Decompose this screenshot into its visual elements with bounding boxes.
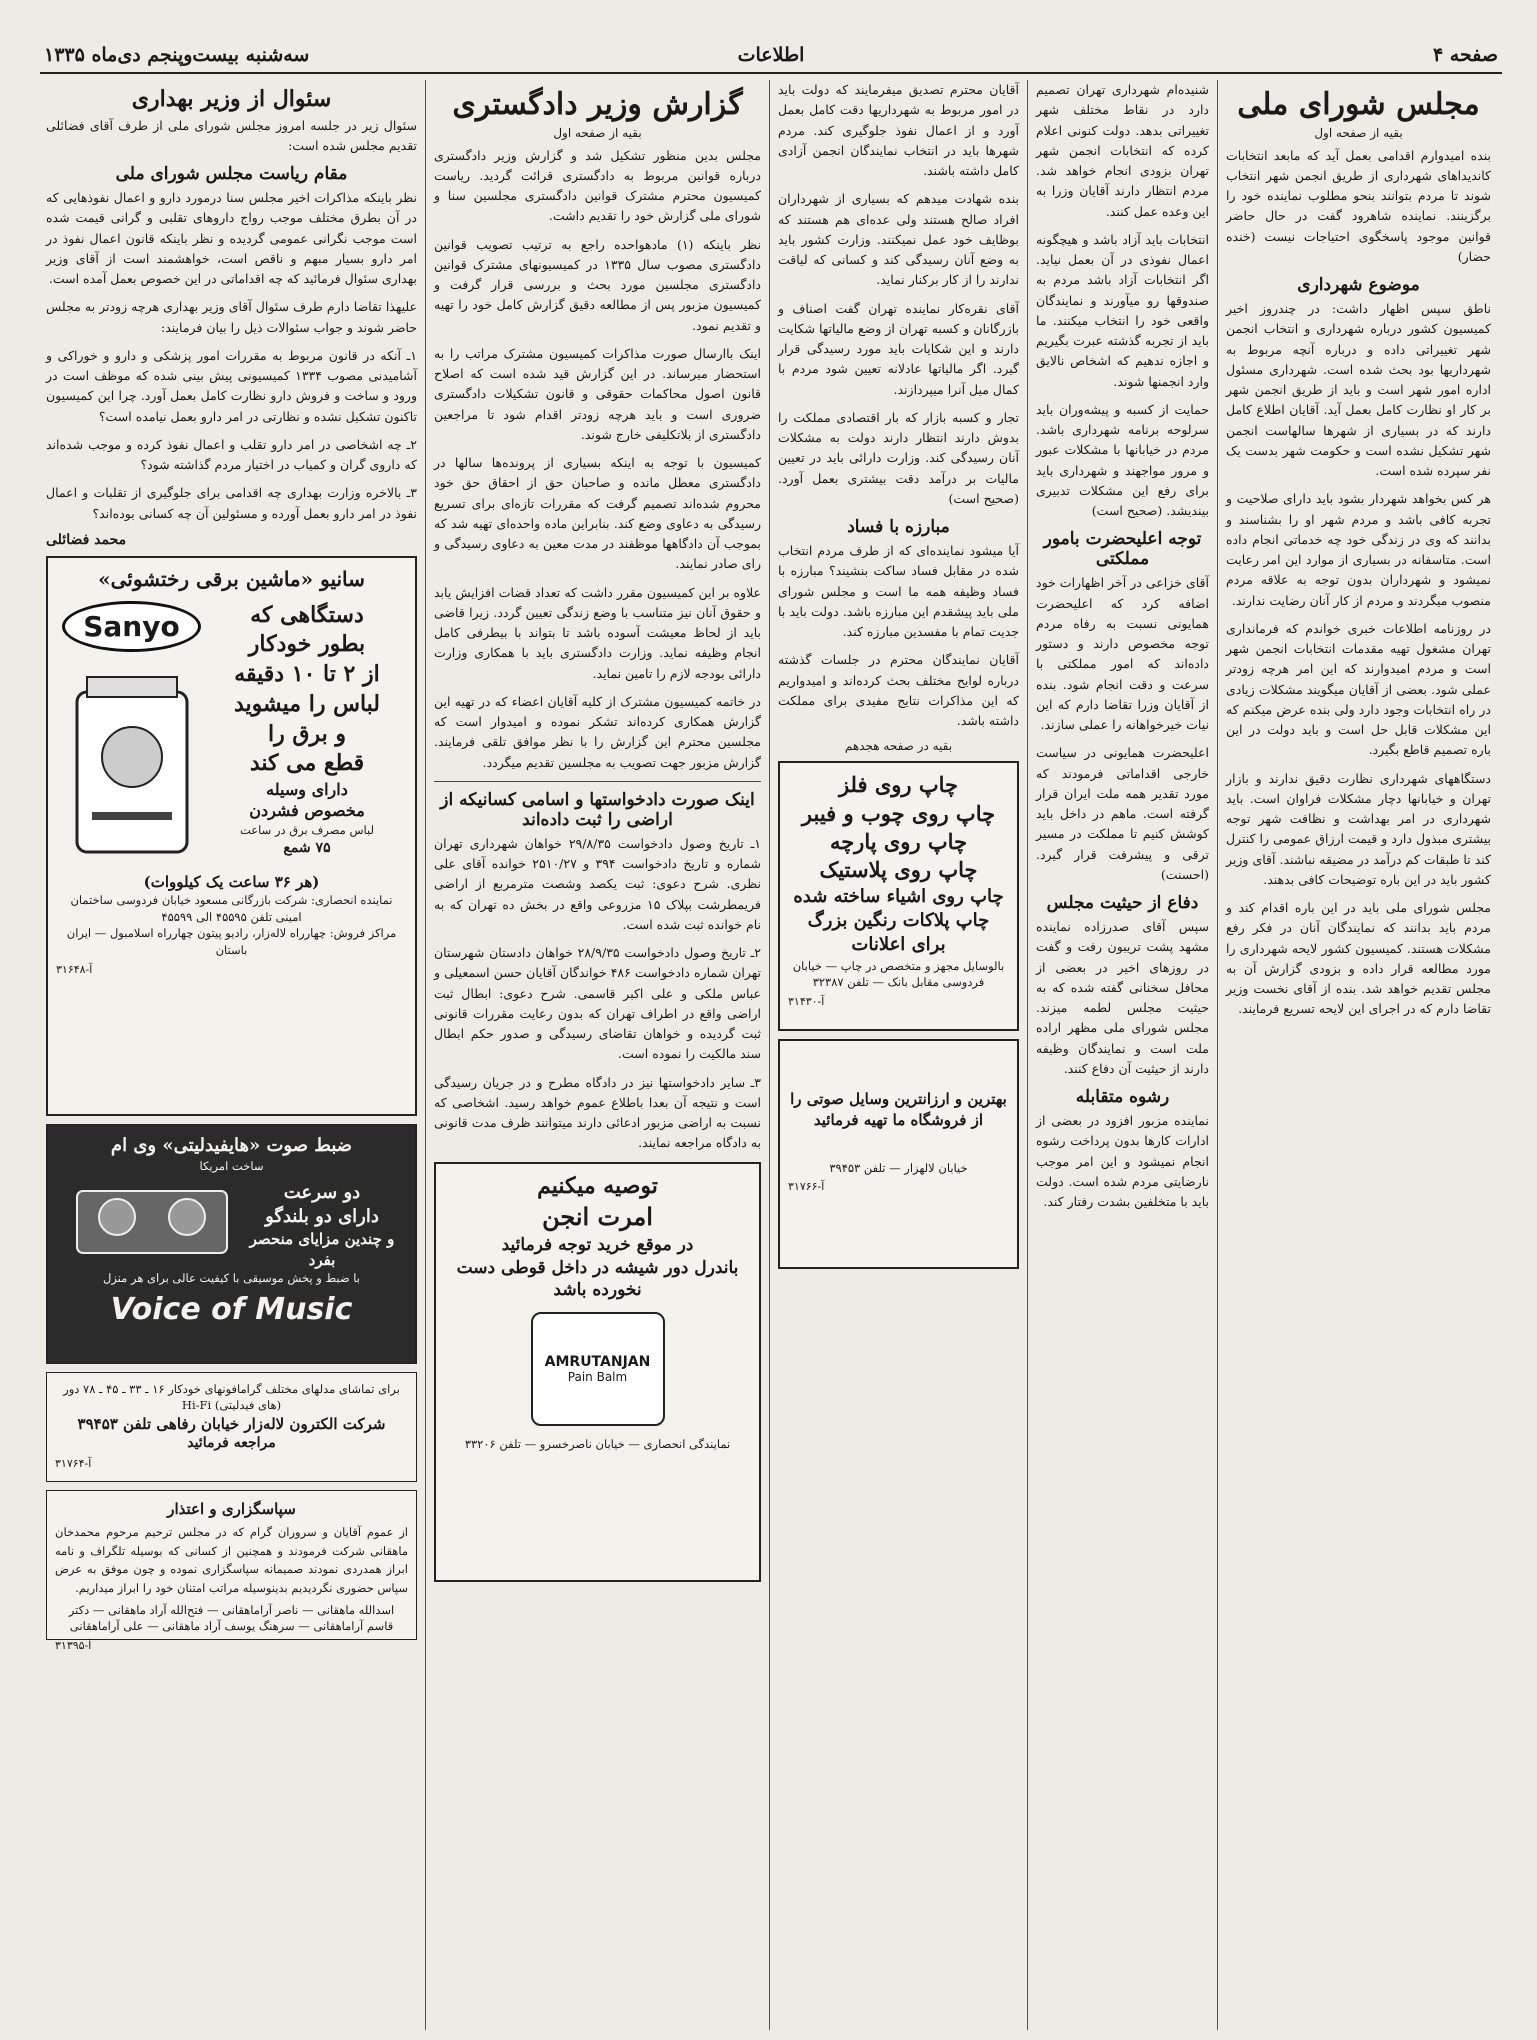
ad-code: آ-۳۱۴۳۰ (788, 994, 825, 1008)
ad-sanyo-line: و برق را (267, 720, 346, 747)
balm-jar-image (531, 1312, 665, 1426)
ad-sanyo-line: بطور خودکار (248, 631, 366, 658)
continued-note: بقیه از صفحه اول (553, 125, 642, 140)
article-paragraph: شنیده‌ام شهرداری تهران تصمیم دارد در نقاط مختلف شهر تغییراتی بدهد. دولت کنونی اعلام کرده که انتخابات انجمن شهر تهران بزودی انجام خواهد شد. مردم انتظار دارند آقایان وزرا به این وعده عمل کنند. (1036, 82, 1209, 219)
ad-vom-title: ضبط صوت «هایفیدلیتی» وی ام (110, 1134, 353, 1156)
article-paragraph: ۱ـ تاریخ وصول دادخواست ۲۹/۸/۳۵ خواهان شهرداری تهران شماره و تاریخ دادخواست ۳۹۴ و ۲۵۱۰/۲۷ خوانده آقای علی نظری. شرح دعوی: ثبت یکصد وشصت مترمربع از اراضی فریمطرشت بپلاک ۱۵ مزروعی واقع در بخش ده تهران که به نام خوانده ثبت شده است. (434, 835, 761, 932)
ad-vom-made: ساخت امریکا (199, 1159, 264, 1174)
ad-electron-line: برای تماشای مدلهای مختلف گرامافونهای خودکار ۱۶ ـ ۳۳ ـ ۴۵ ـ ۷۸ دور (های فیدلیتی) Hi-Fi (63, 1381, 400, 1413)
ad-sanyo-line: دارای وسیله (266, 779, 348, 799)
article-paragraph: ۳ـ بالاخره وزارت بهداری چه اقدامی برای جلوگیری از تقلبات و اعمال نفوذ در امر دارو بعمل آورده و مسئولین آن چه کسانی بوده‌اند؟ (46, 485, 417, 521)
column-majlis-cont (1027, 80, 1217, 2030)
ad-amr-agent: نمایندگی انحصاری — خیابان ناصرخسرو — تلفن ۳۳۲۰۶ (464, 1437, 731, 1452)
article-paragraph: مجلس بدین منظور تشکیل شد و گزارش وزیر دادگستری درباره قوانین مربوط به دادگستری قرائت گردید. ریاست کمیسیون محترم مشترک قوانین دادگستری مجلسین سنا و شورای ملی گزارش خود را تقدیم داشت. (434, 147, 761, 224)
ad-vom-line: دارای دو بلندگو (265, 1206, 379, 1228)
ad-amr-line: توصیه میکنیم (537, 1172, 658, 1199)
article-paragraph: اینک باارسال صورت مذاکرات کمیسیون مشترک مراتب را به استحضار میرساند. در این گزارش قید شده است که اصلاح قانون اصول محاکمات حقوقی و قانون تشکیلات دادگستری ضروری است و باید هرچه زودتر اقدام شود تا مراجعین دادگستری از بلاتکلیفی خارج شوند. (434, 345, 761, 442)
article-paragraph: هر کس بخواهد شهردار بشود باید دارای صلاحیت و تجربه کافی باشد و مردم شهر او را بشناسند و بدانند که وی در زندگی خود چه خدماتی انجام داده است. متاسفانه در بسیاری از موارد این امر رعایت نمیشود و شهرداران بدون توجه به علاقه مردم منصوب میگردند و مردم از کار آنان رضایت ندارند. (1226, 491, 1491, 608)
ad-sanyo-title: سانیو «ماشین برقی رختشوئی» (98, 566, 365, 591)
ad-sanyo-line: لباس مصرف برق در ساعت (240, 823, 374, 838)
ad-shop-contact: خیابان لالهزار — تلفن ۳۹۴۵۳ (829, 1160, 968, 1175)
headline-health: سئوال از وزیر بهداری (131, 86, 332, 112)
article-paragraph: در خاتمه کمیسیون مشترک از کلیه آقایان اعضاء که در تهیه این گزارش همکاری کرده‌اند تشکر نموده و امیدوار است که مجلسین محترم این گزارش را با نظر موافق تلقی فرمایند. گزارش مزبور جهت تصویب به مجلسین تقدیم میگردد. (434, 693, 761, 770)
ad-code: آ-۳۱۳۹۵ (55, 1638, 92, 1652)
article-paragraph: آقای نقره‌کار نماینده تهران گفت اصناف و بازرگانان و کسبه تهران از وضع مالیاتها شکایت دارند و این شکایات باید مورد رسیدگی قرار گیرد. اگر مالیاتها عادلانه تعیین شود مردم با کمال میل آنرا میپردازند. (778, 300, 1019, 397)
continued-note: بقیه از صفحه اول (1314, 125, 1403, 140)
ad-print-line: برای اعلانات (851, 934, 946, 956)
ad-sanyo-line: ۷۵ شمع (283, 839, 331, 856)
headline-justice: گزارش وزیر دادگستری (452, 87, 743, 122)
article-paragraph: اعلیحضرت همایونی در سیاست خارجی اقداماتی فرمودند که مورد تقدیر همه ملت ایران قرار گرفته است. ماهم در داخل باید کوشش کنیم تا مملکت در مسیر ترقی و پیشرفت قرار گیرد. (احسنت) (1036, 745, 1209, 882)
article-paragraph: آقای خزاعی در آخر اظهارات خود اضافه کرد که اعلیحضرت همایونی نسبت به رفاه مردم توجه مخصوص دارند و دستور داده‌اند که امور مملکتی با سرعت و دقت انجام شود. بنده از آقایان وزرا تقاضا دارم که این نیات خیرخواهانه را عملی سازند. (1036, 575, 1209, 732)
section-title: مقام ریاست مجلس شورای ملی (115, 164, 348, 184)
article-paragraph: حمایت از کسبه و پیشه‌وران باید سرلوحه برنامه شهرداری باشد. مردم در خیابانها با مشکلات عبور و مرور مواجهند و شهرداری باید برای رفع این مشکلات تدبیری بیندیشد. (صحیح است) (1036, 401, 1209, 518)
ad-print-line: چاپ روی پلاستیک (819, 857, 978, 883)
divider (434, 781, 761, 782)
ad-sanyo-capacity: (هر ۳۶ ساعت یک کیلووات) (143, 872, 320, 891)
ad-electron-line: شرکت الکترون لاله‌زار خیابان رفاهی تلفن ۳۹۴۵۳ (77, 1415, 386, 1434)
tape-recorder-image (67, 1181, 237, 1261)
ad-amr-brand: امرت انجن (542, 1202, 653, 1232)
article-paragraph: در روزنامه اطلاعات خبری خواندم که فرمانداری تهران مشغول تهیه مقدمات انتخابات انجمن شهر است و مردم امیدوارند که این امر هرچه زودتر عملی شود. بعضی از آقایان میگویند مشکلات زیادی در راه انتخابات وجود دارد ولی بنده عرض میکنم که این مشکلات قابل حل است و باید دولت در این باره تصمیم قاطع بگیرد. (1226, 620, 1491, 758)
ad-code: آ-۳۱۶۴۸ (56, 962, 93, 976)
issue-date: سه‌شنبه بیست‌وپنجم دی‌ماه ۱۳۳۵ (44, 44, 310, 66)
jar-sub: Pain Balm (567, 1370, 628, 1385)
ad-shop (778, 1039, 1019, 1269)
article-paragraph: مجلس شورای ملی باید در این باره اقدام کند و مردم باید بدانند که نمایندگان آنان در فکر رفع مشکلات هستند. کمیسیون کشور لایحه شهرداری را مورد مطالعه قرار داده و بزودی گزارش آن به مجلس تقدیم خواهد شد. بنده از آقای نخست وزیر تقاضا دارم که در اجرای این لایحه تسریع فرمایند. (1226, 900, 1491, 1017)
column-majlis (1217, 80, 1499, 2030)
column-justice-report (425, 80, 769, 2030)
ad-thanks-text: از عموم آقایان و سروران گرام که در مجلس ترحیم مرحوم محمدخان ماهقانی شرکت فرمودند و همچنین از کسانی که بوسیله تلگراف و نامه ابراز همدردی نمودند صمیمانه سپاسگزاری نموده و چون موفق به عرض سپاس حضوری نگردیدیم بدینوسیله مراتب امتنان خود را ابراز میداریم. (55, 1525, 408, 1595)
ad-code: آ-۳۱۷۶۴ (55, 1457, 92, 1471)
column-health-question (38, 80, 425, 2030)
voice-of-music-logo: Voice of Music (110, 1292, 353, 1328)
page-number: صفحه ۴ (1432, 44, 1498, 66)
ad-print-line: چاپ روی چوب و فیبر (801, 800, 996, 826)
section-title: اینک صورت دادخواستها و اسامی کسانیکه از اراضی را ثبت داده‌اند (440, 789, 755, 830)
ad-sanyo-line: قطع می کند (249, 750, 365, 777)
article-paragraph: نظر باینکه مذاکرات اخیر مجلس سنا درمورد دارو و اعمال نفوذهایی که در آن بطرق مختلف موجب رواج داروهای تقلبی و گرانی قیمت شده است موجب نگرانی عمومی گردیده و نظر باینکه قانون اعمال نفوذ در امر دارو بسیار مبهم و ناقص است، خواهشمند است از آقای وزیر بهداری سئوال فرمائید که چه اقداماتی در این خصوص بعمل آمده است. (46, 190, 417, 286)
ad-print-line: چاپ روی اشیاء ساخته شده (793, 885, 1004, 907)
ad-sanyo-agent: نماینده انحصاری: شرکت بازرگانی مسعود خیابان فردوسی ساختمان امینی تلفن ۴۵۵۹۵ الی ۴۵۵۹۹ (70, 893, 393, 924)
ad-sanyo (46, 556, 417, 1116)
ad-vom-line: با ضبط و پخش موسیقی با کیفیت عالی برای هر منزل (102, 1270, 361, 1285)
ad-code: آ-۳۱۷۶۶ (788, 1180, 825, 1194)
article-paragraph: نظر باینکه (۱) مادهواحده راجع به ترتیب تصویب قوانین دادگستری مصوب سال ۱۳۳۵ در کمیسیونهای مشترک قوانین دادگستری مجلسین مورد بحث و بررسی قرار گرفت و کمیسیون مزبور پس از مطالعه دقیق گزارش کامل خود را تهیه و تقدیم نمود. (434, 236, 761, 333)
article-paragraph: ۳ـ سایر دادخواستها نیز در دادگاه مطرح و در جریان رسیدگی است و نتیجه آن بعدا باطلاع عموم خواهد رسید. اشخاصی که نسبت به اراضی مزبور ادعائی دارند میتوانند ظرف مدت قانونی به دادگاه مراجعه نمایند. (434, 1074, 761, 1151)
article-paragraph: ناطق سپس اظهار داشت: در چندروز اخیر کمیسیون کشور درباره شهرداری و انتخاب انجمن شهر تغییراتی داده و درباره آنچه مربوط به شهرداریها بود بحث شده است. شهرداری مسئول اداره امور شهر است و باید از طریق انجمن شهر بر کار او نظارت کامل بعمل آید. آقایان اطلاع کامل دارند که در بسیاری از شهرها سالهاست انجمن شهر تشکیل نشده است و حکومت شهر بدست یک نفر سپرده شده است. (1226, 301, 1491, 478)
section-title: مبارزه با فساد (847, 517, 950, 537)
ad-thanks (46, 1490, 417, 1652)
article-paragraph: علاوه بر این کمیسیون مقرر داشت که تعداد قضات افزایش یابد و حقوق آنان نیز متناسب با وضع زندگی تعیین گردد. زیرا قاضی باید از لحاظ معیشت آسوده باشد تا بتواند با بیطرفی کامل انجام وظیفه نماید. وزارت دادگستری باید با همکاری وزارت دارائی بودجه لازم را تامین نماید. (434, 584, 761, 681)
article-paragraph: نماینده مزبور افزود در بعضی از ادارات کارها بدون پرداخت رشوه انجام نمیشود و این امر موجب نارضایتی مردم شده است. دولت باید با متخلفین بشدت رفتار کند. (1036, 1113, 1209, 1209)
ad-electron-line: مراجعه فرمائید (187, 1435, 276, 1452)
ad-shop-text: بهترین و ارزانترین وسایل صوتی را از فروشگاه ما تهیه فرمائید (790, 1090, 1007, 1129)
article-paragraph: ۱ـ آنکه در قانون مربوط به مقررات امور پزشکی و دارو و خوراکی و آشامیدنی مصوب ۱۳۳۴ کمیسیونی پیش بینی شده که موظف است در ورود و ساخت و فروش دارو نظارت کامل بعمل آورد. چرا این کمیسیون تاکنون تشکیل نشده و نظارتی در امر دارو بعمل نیامده است؟ (46, 347, 418, 424)
continued-note: بقیه در صفحه هجدهم (844, 739, 953, 754)
ad-voice-of-music (46, 1124, 417, 1364)
ad-sanyo-stores: مراکز فروش: چهارراه لاله‌زار، رادیو پیتون چهارراه اسلامبول — ایران باستان (66, 926, 397, 958)
section-title: توجه اعلیحضرت بامور مملکتی (1043, 529, 1202, 570)
article-paragraph: سئوال زیر در جلسه امروز مجلس شورای ملی از طرف آقای فضائلی تقدیم مجلس شده است: (46, 117, 417, 153)
ad-amr-line: باندرل دور شیشه در داخل قوطی دست نخورده باشد (456, 1257, 739, 1301)
ad-printing (778, 761, 1019, 1031)
article-paragraph: بنده شهادت میدهم که بسیاری از شهرداران افراد صالح هستند ولی عده‌ای هم هستند که بوظایف خود عمل نمیکنند. وزارت کشور باید به وضع آنان رسیدگی کند و کسانی که لیاقت ندارند را از کار برکنار نماید. (778, 191, 1019, 288)
article-paragraph: ۲ـ چه اشخاصی در امر دارو تقلب و اعمال نفوذ کرده و موجب شده‌اند که داروی گران و کمیاب در اختیار مردم گذاشته شود؟ (46, 436, 417, 472)
ad-vom-line: دو سرعت (283, 1181, 361, 1203)
article-paragraph: سپس آقای صدرزاده نماینده مشهد پشت تریبون رفت و گفت در روزهای اخیر در بعضی از محافل سخنانی گفته شده که به حیثیت مجلس لطمه میزند. مجلس شورای ملی مظهر اراده ملت است و نمایندگان وظیفه دارند از حیثیت آن دفاع کنند. (1036, 919, 1209, 1076)
headline-majlis: مجلس شورای ملی (1237, 87, 1480, 122)
ad-sanyo-line: مخصوص فشردن (249, 801, 365, 821)
ad-amr-line: در موقع خرید توجه فرمائید (501, 1234, 694, 1255)
ad-thanks-title: سپاسگزاری و اعتذار (167, 1499, 296, 1518)
article-paragraph: انتخابات باید آزاد باشد و هیچگونه اعمال نفوذی در آن بعمل نیاید. اگر انتخابات آزاد باشد مردم به صندوقها رو میآورند و نمایندگان واقعی خود را انتخاب میکنند. ما باید از تجربه گذشته عبرت بگیریم و اجازه ندهیم که اشخاص نالایق وارد انجمنها شوند. (1036, 231, 1209, 389)
signature: محمد فضائلی (46, 531, 127, 548)
sanyo-logo: Sanyo (62, 601, 200, 652)
newspaper-name: اطلاعات (737, 44, 805, 66)
ad-print-line: چاپ روی فلز (838, 772, 959, 798)
ad-print-line: چاپ روی پارچه (829, 828, 968, 854)
ad-thanks-names: اسدالله ماهقانی — ناصر آراماهقانی — فتح‌الله آراد ماهقانی — دکتر قاسم آراماهقانی — سرهنگ یوسف آراد ماهقانی — علی آراماهقانی (68, 1602, 395, 1634)
article-paragraph: بنده امیدوارم اقدامی بعمل آید که مابعد انتخابات کاندیداهای شهرداری از طریق انجمن شهر انتخاب شوند تا مردم بتوانند بنحو مطلوب نماینده خود را برگزینند. نماینده شاهرود گفت در حال حاضر قوانین موجود پاسخگوی احتیاجات نیست (خنده حضار) (1226, 147, 1491, 264)
article-paragraph: علیهذا تقاضا دارم طرف سئوال آقای وزیر بهداری هرچه زودتر به مجلس حاضر شوند و جواب سئوالات ذیل را بیان فرمایند: (46, 299, 417, 335)
column-majlis-cont-2 (769, 80, 1027, 2030)
washing-machine-image (57, 662, 207, 862)
ad-sanyo-line: دستگاهی که (250, 601, 364, 628)
article-paragraph: آیا میشود نماینده‌ای که از طرف مردم انتخاب شده در مقابل فساد ساکت بنشیند؟ مبارزه با فساد وظیفه همه ما است و مجلس شورای ملی باید پیشقدم این مبارزه باشد. دولت باید با جدیت تمام با مفسدین مبارزه کند. (778, 543, 1019, 639)
article-paragraph: تجار و کسبه بازار که بار اقتصادی مملکت را بدوش دارند انتظار دارند دولت به مشکلات آنان رسیدگی کند. وزارت دارائی باید در تعیین مالیات بر درآمد دقت بیشتری بعمل آورد. (صحیح است) (778, 409, 1019, 506)
jar-label: AMRUTANJAN (544, 1354, 651, 1371)
article-paragraph: آقایان محترم تصدیق میفرمایند که دولت باید در امور مربوط به شهرداریها دقت کامل بعمل آورد و از اعمال نفوذ جلوگیری کند. مردم شهرها باید در انتخاب نمایندگان انجمن آزادی کامل داشته باشند. (778, 82, 1019, 178)
page-header (40, 42, 1502, 74)
section-title: دفاع از حیثیت مجلس (1046, 893, 1199, 913)
ad-print-line: چاپ پلاکات رنگین بزرگ (807, 909, 990, 931)
article-paragraph: دستگاههای شهرداری نظارت دقیق ندارند و بازار تهران و خیابانها دچار مشکلات فراوان است. باید شهرداری در امر بهداشت و نظافت شهر توجه بیشتری مبذول دارد و قیمت ارزاق عمومی را کنترل کند تا طبقات کم درآمد در مضیقه نباشند. آقای وزیر کشور باید در این باره توضیحات کافی بدهند. (1226, 770, 1491, 887)
ad-vom-line: و چندین مزایای منحصر بفرد (249, 1230, 395, 1269)
article-paragraph: کمیسیون با توجه به اینکه بسیاری از پرونده‌ها سالها در دادگستری معطل مانده و صاحبان حق از احقاق حق خود محروم شده‌اند تصمیم گرفت که مقررات تازه‌ای برای تسریع رسیدگی به دعاوی وضع کند. بنابراین ماده واحده‌ای تهیه شد که بموجب آن دادگاهها موظفند در مدت معین به دعاوی رسیدگی و رای صادر نمایند. (434, 455, 761, 572)
ad-electron (46, 1372, 417, 1482)
section-title: موضوع شهرداری (1297, 275, 1420, 295)
ad-sanyo-line: از ۲ تا ۱۰ دقیقه (234, 661, 380, 688)
article-paragraph: آقایان نمایندگان محترم در جلسات گذشته درباره لوایح مختلف بحث کرده‌اند و امیدواریم که این مذاکرات نتایج مفیدی برای مملکت داشته باشد. (778, 652, 1019, 728)
ad-sanyo-line: لباس را میشوید (233, 690, 381, 717)
article-paragraph: ۲ـ تاریخ وصول دادخواست ۲۸/۹/۳۵ خواهان دادستان شهرستان تهران شماره دادخواست ۴۸۶ خواندگان آقایان حسن اسمعیلی و عباس ملکی و علی اکبر قاسمی. شرح دعوی: ابطال ثبت اراضی واقع در اطراف تهران که بدون رعایت مقررات قانونی ثبت گردیده و خواهان تقاضای رسیدگی و صدور حکم ابطال سند مالکیت را نموده است. (434, 945, 761, 1062)
ad-print-contact: بالوسایل مجهز و متخصص در چاپ — خیابان فردوسی مقابل بانک — تلفن ۳۲۳۸۷ (792, 958, 1005, 990)
section-title: رشوه متقابله (1075, 1087, 1170, 1107)
ad-amrutanjan (434, 1162, 761, 1582)
